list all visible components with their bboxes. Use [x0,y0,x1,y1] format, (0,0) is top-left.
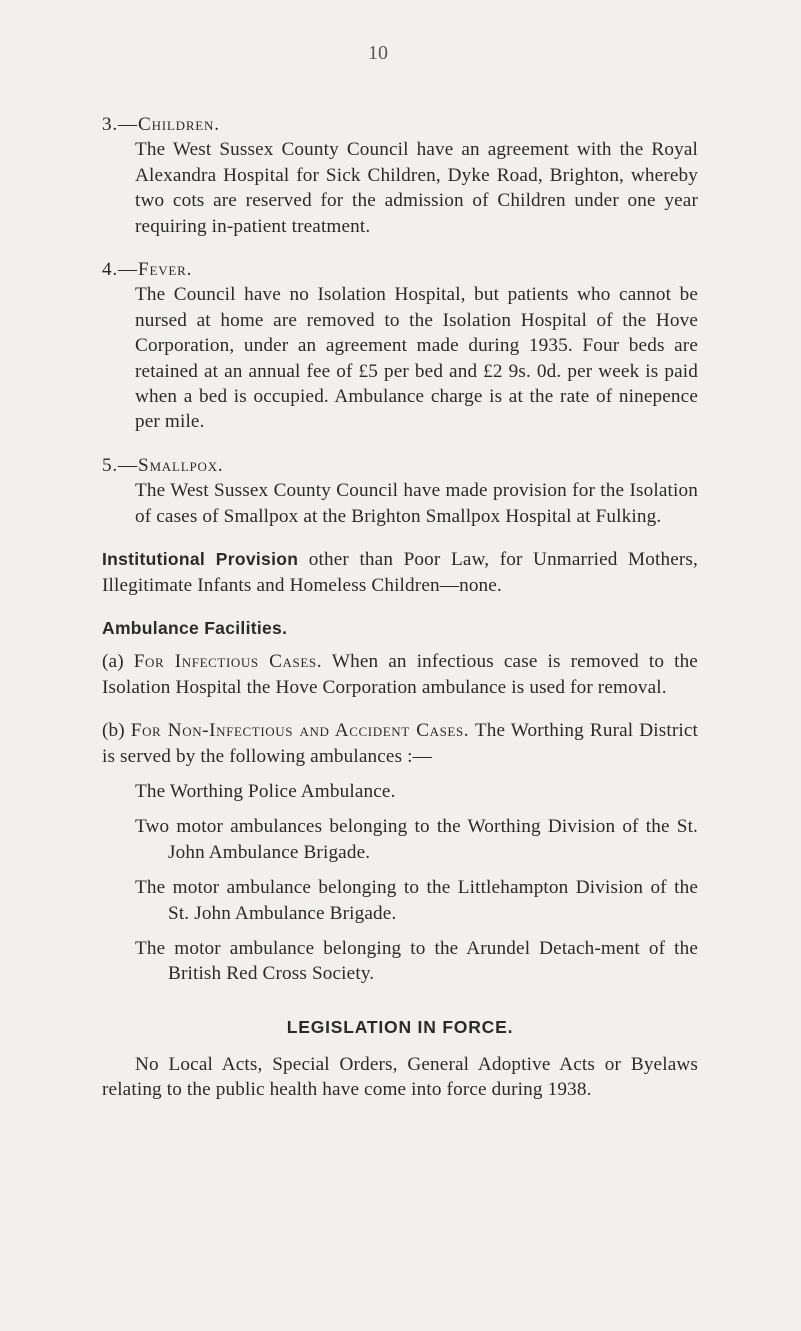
ambulance-b-heading: For Non-Infectious and Accident Cases. [130,720,470,742]
ambulance-a-label: (a) [102,651,124,673]
ambulance-b-label: (b) [102,720,125,742]
section-children [102,112,698,239]
ambulance-list-item: The motor ambulance belonging to the Arundel Detach-ment of the British Red Cross Society. [135,937,698,985]
section-body-children: The West Sussex County Council have an agreement with the Royal Alexandra Hospital for Sick Children, Dyke Road, Brighton, whereby two cots are reserved for the admission of Children under one year requiring in-patient treatment. [135,139,698,237]
ambulance-infectious-paragraph [102,649,698,700]
ambulance-list-item: The motor ambulance belonging to the Littlehampton Division of the St. John Ambulance Brigade. [135,877,698,924]
section-heading-fever: 4.—Fever. [102,259,193,281]
section-heading-smallpox: 5.—Smallpox. [102,454,224,476]
legislation-heading: LEGISLATION IN FORCE. [286,1016,514,1037]
section-fever [102,257,698,435]
institutional-provision-text: other than Poor Law, for Unmarried Mothers, Illegitimate Infants and Homeless Children—none. [102,549,698,596]
ambulance-non-infectious-paragraph [102,718,698,769]
ambulance-list-item: Two motor ambulances belonging to the Worthing Division of the St. John Ambulance Brigade. [135,816,698,863]
ambulance-a-heading: For Infectious Cases. [133,651,323,673]
section-smallpox [102,453,698,529]
page-number: 10 [368,42,388,64]
institutional-provision-heading: Institutional Provision [102,549,299,570]
document-body [102,112,698,1103]
section-body-smallpox: The West Sussex County Council have made provision for the Isolation of cases of Smallpox at the Brighton Smallpox Hospital at Fulking. [135,480,698,527]
ambulance-a-body: When an infectious case is removed to the Isolation Hospital the Hove Corporation ambulance is used for removal. [102,651,698,698]
legislation-body: No Local Acts, Special Orders, General Adoptive Acts or Byelaws relating to the public health have come into force during 1938. [102,1053,698,1101]
section-legislation [102,1017,698,1103]
institutional-provision-paragraph [102,547,698,598]
section-ambulance [102,616,698,987]
ambulance-list-item: The Worthing Police Ambulance. [135,780,396,802]
section-heading-children: 3.—Children. [102,114,220,135]
section-body-fever: The Council have no Isolation Hospital, but patients who cannot be nursed at home are removed to the Isolation Hospital of the Hove Corporation, under an agreement made during 1935. Four beds are retained at an annual fee of £5 per bed and £2 9s. 0d. per week is paid when a bed is occupied. Ambulance charge is at the rate of ninepence per mile. [135,284,698,433]
ambulance-facilities-heading: Ambulance Facilities. [102,617,288,638]
ambulance-b-body: The Worthing Rural District is served by the following ambulances :— [102,720,698,767]
